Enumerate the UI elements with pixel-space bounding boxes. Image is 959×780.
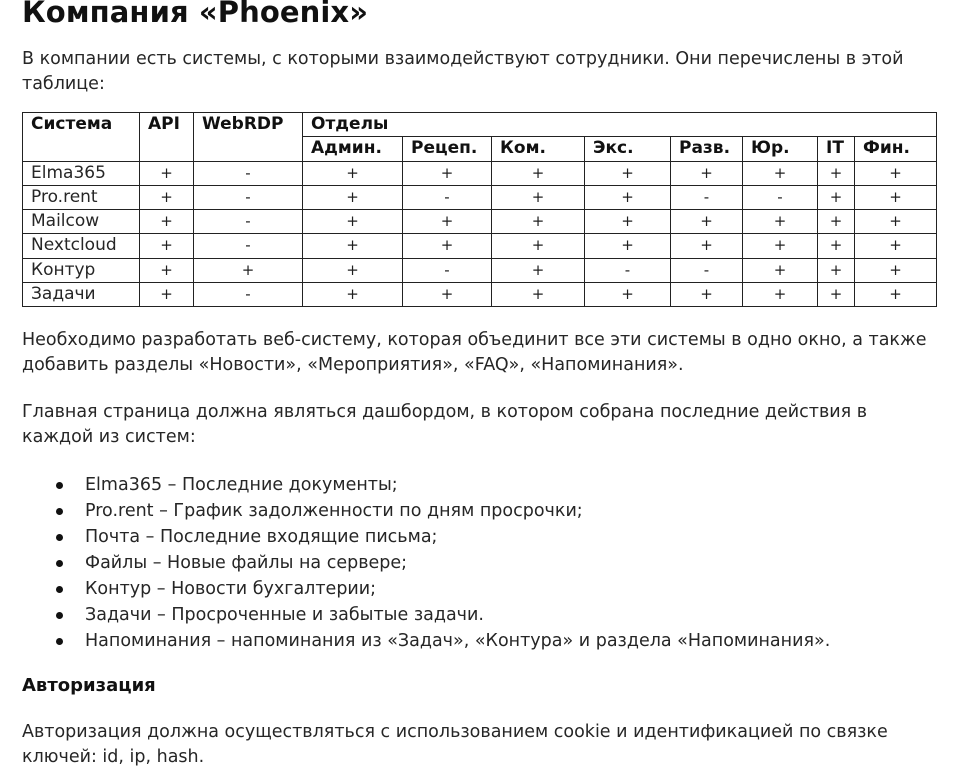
access-cell: - bbox=[194, 185, 303, 209]
bullet-icon bbox=[56, 612, 63, 619]
access-cell: + bbox=[303, 161, 403, 185]
list-item-text: Файлы – Новые файлы на сервере; bbox=[85, 553, 408, 573]
access-cell: + bbox=[743, 161, 818, 185]
access-cell: + bbox=[303, 258, 403, 282]
access-cell: + bbox=[743, 283, 818, 307]
access-cell: + bbox=[743, 234, 818, 258]
systems-table bbox=[22, 112, 937, 307]
access-cell: + bbox=[403, 210, 492, 234]
access-cell: + bbox=[492, 161, 585, 185]
bullet-icon bbox=[56, 638, 63, 645]
auth-heading: Авторизация bbox=[22, 675, 156, 696]
access-cell: + bbox=[855, 258, 937, 282]
dashboard-list bbox=[22, 472, 937, 654]
access-cell: + bbox=[818, 283, 855, 307]
access-cell: + bbox=[671, 210, 743, 234]
access-cell: + bbox=[671, 161, 743, 185]
access-cell: + bbox=[818, 185, 855, 209]
header-department: Рецеп. bbox=[403, 137, 492, 161]
access-cell: + bbox=[585, 210, 671, 234]
access-cell: + bbox=[140, 283, 194, 307]
list-item-text: Почта – Последние входящие письма; bbox=[85, 527, 438, 547]
access-cell: + bbox=[492, 283, 585, 307]
access-cell: + bbox=[303, 283, 403, 307]
access-cell: + bbox=[403, 234, 492, 258]
access-cell: + bbox=[855, 234, 937, 258]
page-title: Компания «Phoenix» bbox=[22, 0, 369, 29]
access-cell: - bbox=[585, 258, 671, 282]
access-cell: + bbox=[403, 283, 492, 307]
list-item-text: Контур – Новости бухгалтерии; bbox=[85, 579, 377, 599]
bullet-icon bbox=[56, 586, 63, 593]
access-cell: + bbox=[743, 258, 818, 282]
system-name-cell: Mailcow bbox=[23, 210, 140, 234]
bullet-icon bbox=[56, 560, 63, 567]
access-cell: + bbox=[140, 185, 194, 209]
list-item-text: Pro.rent – График задолженности по дням просрочки; bbox=[85, 501, 583, 521]
header-departments: Отделы bbox=[303, 113, 937, 137]
access-cell: + bbox=[303, 210, 403, 234]
table-body bbox=[23, 161, 937, 307]
access-cell: + bbox=[492, 258, 585, 282]
access-cell: + bbox=[140, 234, 194, 258]
intro-paragraph: В компании есть системы, с которыми взаимодействуют сотрудники. Они перечислены в этой таблице: bbox=[22, 49, 904, 94]
access-cell: + bbox=[492, 185, 585, 209]
access-cell: + bbox=[855, 283, 937, 307]
bullet-icon bbox=[56, 534, 63, 541]
header-department: Фин. bbox=[855, 137, 937, 161]
list-item bbox=[22, 524, 937, 550]
access-cell: - bbox=[403, 185, 492, 209]
table-row bbox=[23, 234, 937, 258]
table-row bbox=[23, 210, 937, 234]
access-cell: - bbox=[743, 185, 818, 209]
list-item bbox=[22, 498, 937, 524]
access-cell: + bbox=[585, 234, 671, 258]
access-cell: + bbox=[855, 161, 937, 185]
access-cell: + bbox=[743, 210, 818, 234]
auth-paragraph: Авторизация должна осуществляться с использованием cookie и идентификацией по связке ключей: id, ip, hash. bbox=[22, 722, 888, 767]
system-name-cell: Задачи bbox=[23, 283, 140, 307]
access-cell: + bbox=[818, 161, 855, 185]
access-cell: + bbox=[303, 185, 403, 209]
access-cell: + bbox=[671, 283, 743, 307]
table-row bbox=[23, 258, 937, 282]
header-department: Разв. bbox=[671, 137, 743, 161]
access-cell: + bbox=[855, 210, 937, 234]
access-cell: - bbox=[194, 161, 303, 185]
table-row bbox=[23, 283, 937, 307]
access-cell: + bbox=[492, 210, 585, 234]
access-cell: + bbox=[818, 258, 855, 282]
access-cell: - bbox=[194, 210, 303, 234]
access-cell: + bbox=[671, 234, 743, 258]
access-cell: + bbox=[403, 161, 492, 185]
requirement-paragraph: Необходимо разработать веб-систему, которая объединит все эти системы в одно окно, а также добавить разделы «Новости», «Мероприятия», «FAQ», «Напоминания». bbox=[22, 330, 927, 375]
system-name-cell: Контур bbox=[23, 258, 140, 282]
access-cell: + bbox=[585, 161, 671, 185]
access-cell: + bbox=[818, 210, 855, 234]
header-department: Юр. bbox=[743, 137, 818, 161]
access-cell: - bbox=[194, 234, 303, 258]
access-cell: + bbox=[140, 161, 194, 185]
list-item bbox=[22, 550, 937, 576]
header-api: API bbox=[140, 113, 194, 162]
header-department: Экс. bbox=[585, 137, 671, 161]
access-cell: + bbox=[855, 185, 937, 209]
header-department: Ком. bbox=[492, 137, 585, 161]
access-cell: - bbox=[403, 258, 492, 282]
bullet-icon bbox=[56, 482, 63, 489]
list-item-text: Напоминания – напоминания из «Задач», «Контура» и раздела «Напоминания». bbox=[85, 631, 831, 651]
dashboard-paragraph: Главная страница должна являться дашбордом, в котором собрана последние действия в каждой из систем: bbox=[22, 402, 868, 447]
header-webrdp: WebRDP bbox=[194, 113, 303, 162]
table-header-row bbox=[23, 113, 937, 137]
bullet-icon bbox=[56, 508, 63, 515]
table-row bbox=[23, 161, 937, 185]
list-item-text: Задачи – Просроченные и забытые задачи. bbox=[85, 605, 484, 625]
access-cell: - bbox=[194, 283, 303, 307]
access-cell: + bbox=[140, 258, 194, 282]
access-cell: + bbox=[194, 258, 303, 282]
system-name-cell: Pro.rent bbox=[23, 185, 140, 209]
access-cell: + bbox=[818, 234, 855, 258]
list-item bbox=[22, 628, 937, 654]
list-item bbox=[22, 472, 937, 498]
header-system: Система bbox=[23, 113, 140, 162]
access-cell: - bbox=[671, 185, 743, 209]
access-cell: + bbox=[140, 210, 194, 234]
system-name-cell: Nextcloud bbox=[23, 234, 140, 258]
access-cell: + bbox=[585, 185, 671, 209]
list-item-text: Elma365 – Последние документы; bbox=[85, 475, 398, 495]
access-cell: + bbox=[492, 234, 585, 258]
access-cell: + bbox=[303, 234, 403, 258]
list-item bbox=[22, 576, 937, 602]
table-row bbox=[23, 185, 937, 209]
access-cell: + bbox=[585, 283, 671, 307]
access-cell: - bbox=[671, 258, 743, 282]
header-department: IT bbox=[818, 137, 855, 161]
system-name-cell: Elma365 bbox=[23, 161, 140, 185]
list-item bbox=[22, 602, 937, 628]
header-department: Админ. bbox=[303, 137, 403, 161]
